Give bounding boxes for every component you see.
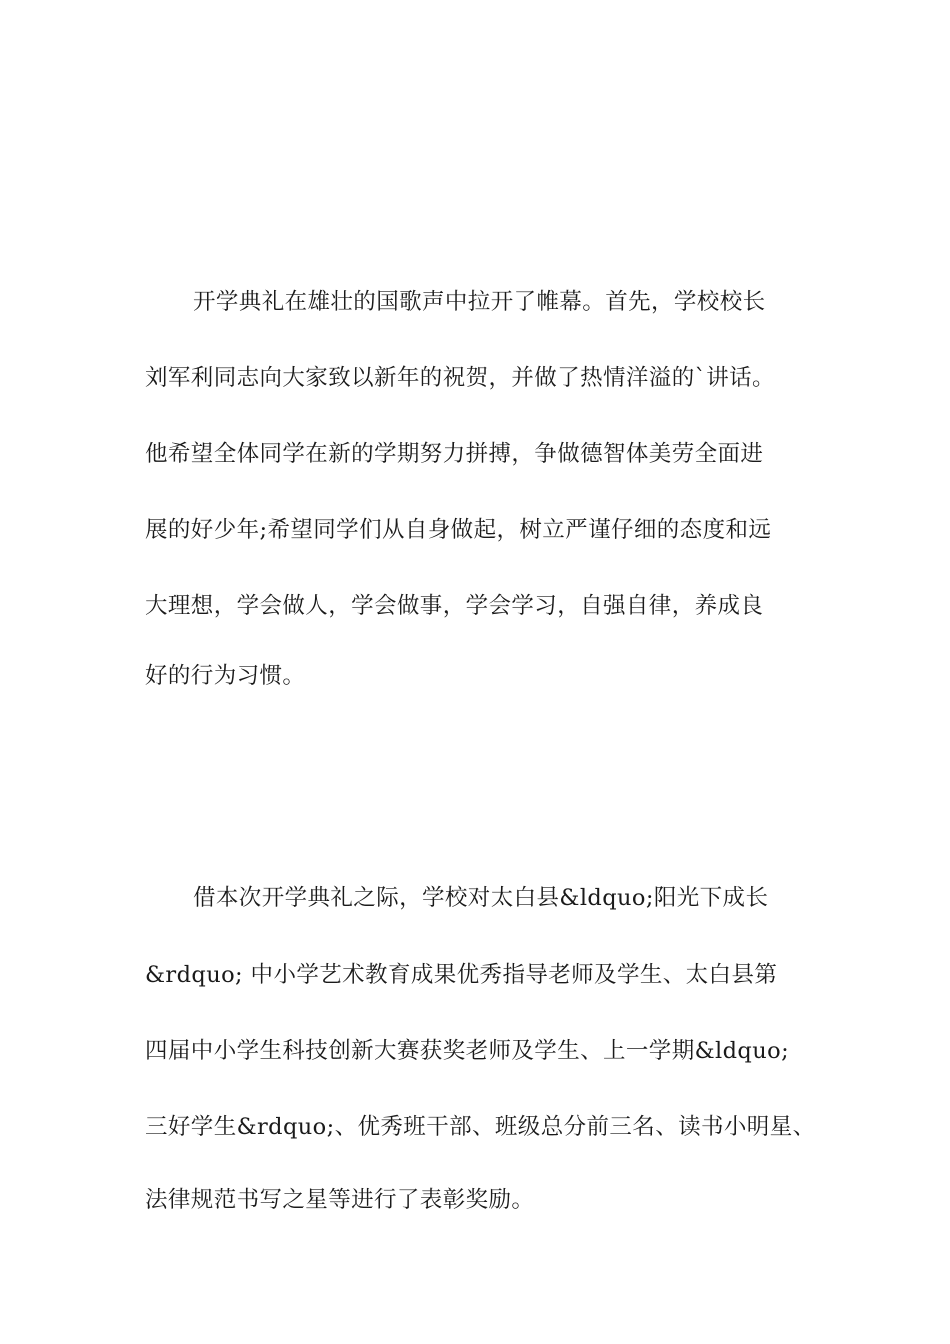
paragraph-line: 展的好少年;希望同学们从自身做起，树立严谨仔细的态度和远 bbox=[145, 517, 772, 543]
paragraph-line: 他希望全体同学在新的学期努力拼搏，争做德智体美劳全面进 bbox=[145, 441, 764, 467]
paragraph-line: 法律规范书写之星等进行了表彰奖励。 bbox=[145, 1187, 535, 1213]
paragraph-line: &rdquo; 中小学艺术教育成果优秀指导老师及学生、太白县第 bbox=[145, 962, 778, 988]
paragraph-line: 大理想，学会做人，学会做事，学会学习，自强自律，养成良 bbox=[145, 593, 764, 619]
paragraph-line: 三好学生&rdquo;、优秀班干部、班级总分前三名、读书小明星、 bbox=[145, 1114, 816, 1140]
paragraph-line: 四届中小学生科技创新大赛获奖老师及学生、上一学期&ldquo; bbox=[145, 1038, 790, 1064]
paragraph-line: 借本次开学典礼之际，学校对太白县&ldquo;阳光下成长 bbox=[193, 885, 769, 911]
paragraph-line: 好的行为习惯。 bbox=[145, 663, 306, 689]
paragraph-line: 开学典礼在雄壮的国歌声中拉开了帷幕。首先，学校校长 bbox=[193, 289, 766, 315]
paragraph-line: 刘军利同志向大家致以新年的祝贺，并做了热情洋溢的`讲话。 bbox=[145, 365, 775, 391]
